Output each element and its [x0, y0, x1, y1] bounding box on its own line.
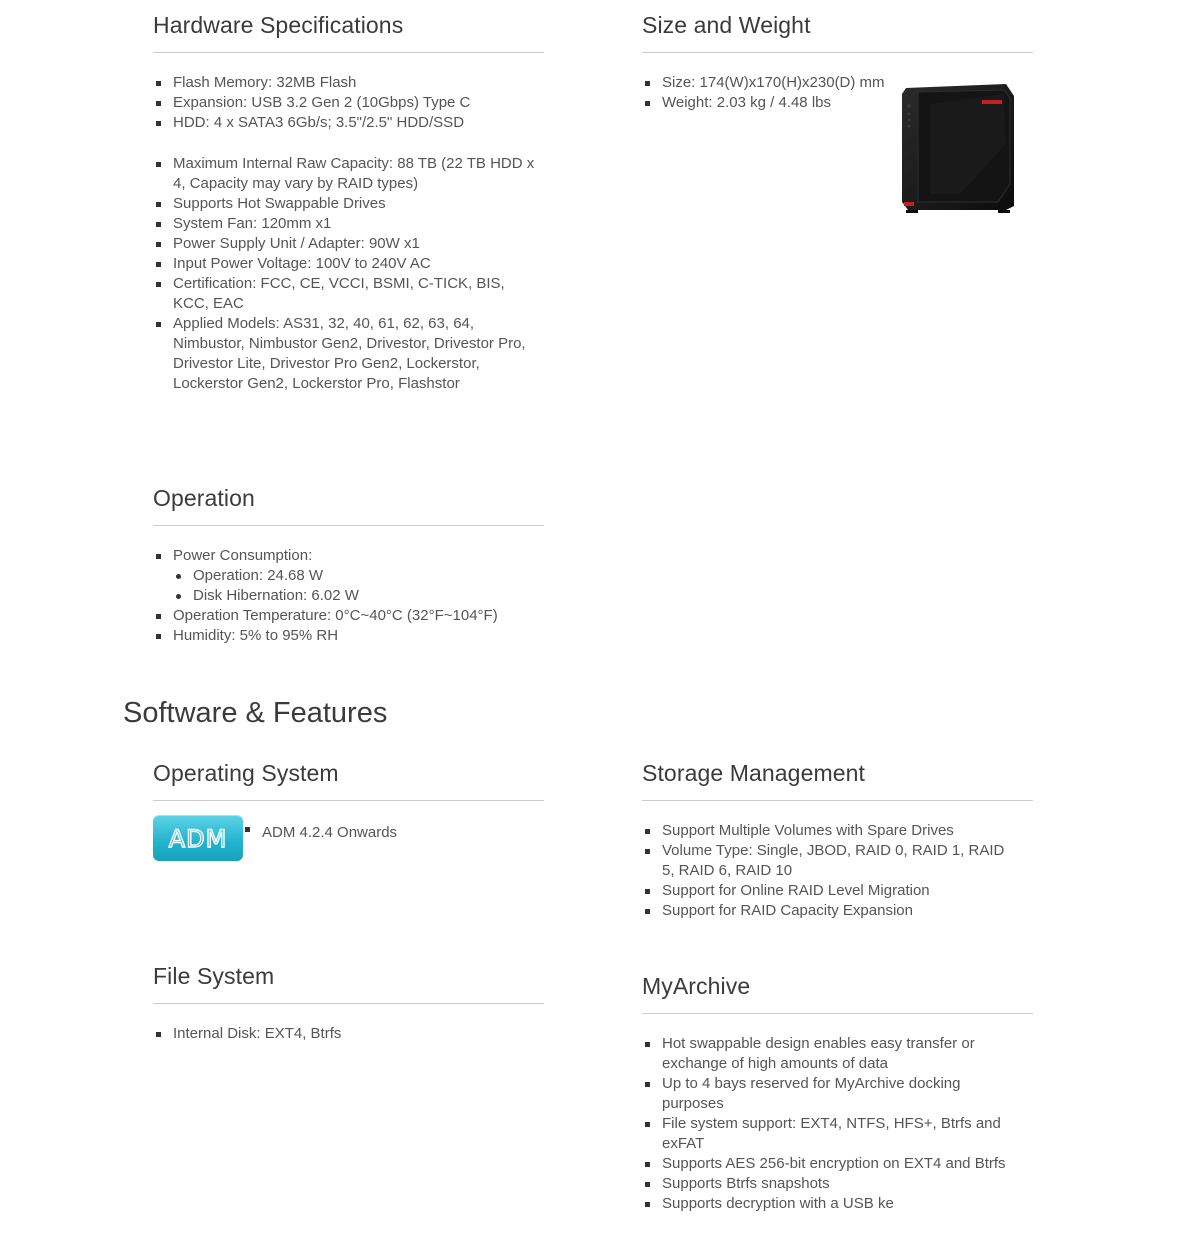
os-version-item	[245, 823, 397, 843]
software-features-heading: Software & Features	[123, 697, 388, 729]
list-item: Operation: 24.68 W	[173, 566, 544, 586]
file-system-list	[153, 1024, 544, 1044]
list-item: Flash Memory: 32MB Flash	[153, 73, 544, 93]
operating-system-section	[153, 760, 544, 801]
list-item: Volume Type: Single, JBOD, RAID 0, RAID 1, RAID 5, RAID 6, RAID 10	[642, 841, 1012, 881]
hardware-specifications-title: Hardware Specifications	[153, 12, 544, 53]
adm-logo	[153, 815, 243, 861]
list-item: Size: 174(W)x170(H)x230(D) mm	[642, 73, 892, 93]
file-system-section	[153, 963, 544, 1044]
hardware-specifications-section	[153, 12, 544, 394]
size-weight-list	[642, 73, 892, 113]
power-consumption-sublist	[173, 566, 544, 606]
list-item: Support for RAID Capacity Expansion	[642, 901, 1012, 921]
list-item: HDD: 4 x SATA3 6Gb/s; 3.5"/2.5" HDD/SSD	[153, 113, 544, 133]
list-item: Support Multiple Volumes with Spare Drives	[642, 821, 1012, 841]
list-item: Power Supply Unit / Adapter: 90W x1	[153, 234, 544, 254]
size-weight-title: Size and Weight	[642, 12, 1033, 53]
power-consumption-label: Power Consumption:	[173, 547, 313, 564]
operation-list	[153, 546, 544, 646]
storage-management-title: Storage Management	[642, 760, 1033, 801]
list-item: Input Power Voltage: 100V to 240V AC	[153, 254, 544, 274]
storage-management-section	[642, 760, 1033, 921]
myarchive-list	[642, 1034, 1012, 1214]
list-item: System Fan: 120mm x1	[153, 214, 544, 234]
list-item: Expansion: USB 3.2 Gen 2 (10Gbps) Type C	[153, 93, 544, 113]
list-item: Support for Online RAID Level Migration	[642, 881, 1012, 901]
myarchive-title: MyArchive	[642, 973, 1033, 1014]
list-item: Applied Models: AS31, 32, 40, 61, 62, 63, 64, Nimbustor, Nimbustor Gen2, Drivestor, Drivestor Pro, Drivestor Lite, Drivestor Pro Gen2, Lockerstor, Lockerstor Gen2, Lockerstor Pro, Flashstor	[153, 314, 544, 394]
list-item: Up to 4 bays reserved for MyArchive docking purposes	[642, 1074, 1012, 1114]
nas-device-icon	[900, 84, 1016, 214]
storage-management-list	[642, 821, 1012, 921]
adm-logo-text: ADM	[168, 825, 228, 853]
list-item: Operation Temperature: 0°C~40°C (32°F~104°F)	[153, 606, 544, 626]
operation-title: Operation	[153, 485, 544, 526]
list-item	[153, 546, 544, 606]
file-system-title: File System	[153, 963, 544, 1004]
list-item: Supports Btrfs snapshots	[642, 1174, 1012, 1194]
list-item: Supports Hot Swappable Drives	[153, 194, 544, 214]
list-item: Supports decryption with a USB ke	[642, 1194, 1012, 1214]
list-item: Hot swappable design enables easy transfer or exchange of high amounts of data	[642, 1034, 1012, 1074]
adm-logo-icon	[159, 823, 237, 853]
list-item: Humidity: 5% to 95% RH	[153, 626, 544, 646]
list-item: File system support: EXT4, NTFS, HFS+, Btrfs and exFAT	[642, 1114, 1012, 1154]
list-item: Internal Disk: EXT4, Btrfs	[153, 1024, 544, 1044]
list-item: Disk Hibernation: 6.02 W	[173, 586, 544, 606]
nas-product-image	[900, 84, 1016, 214]
list-item: Maximum Internal Raw Capacity: 88 TB (22 TB HDD x 4, Capacity may vary by RAID types)	[153, 154, 544, 194]
list-item: Certification: FCC, CE, VCCI, BSMI, C-TICK, BIS, KCC, EAC	[153, 274, 544, 314]
myarchive-section	[642, 973, 1033, 1214]
hardware-spec-list	[153, 73, 544, 394]
operating-system-title: Operating System	[153, 760, 544, 801]
bullet-icon	[245, 827, 250, 832]
os-version-text: ADM 4.2.4 Onwards	[262, 824, 398, 841]
operation-section	[153, 485, 544, 646]
list-item: Weight: 2.03 kg / 4.48 lbs	[642, 93, 892, 113]
list-item: Supports AES 256-bit encryption on EXT4 and Btrfs	[642, 1154, 1012, 1174]
